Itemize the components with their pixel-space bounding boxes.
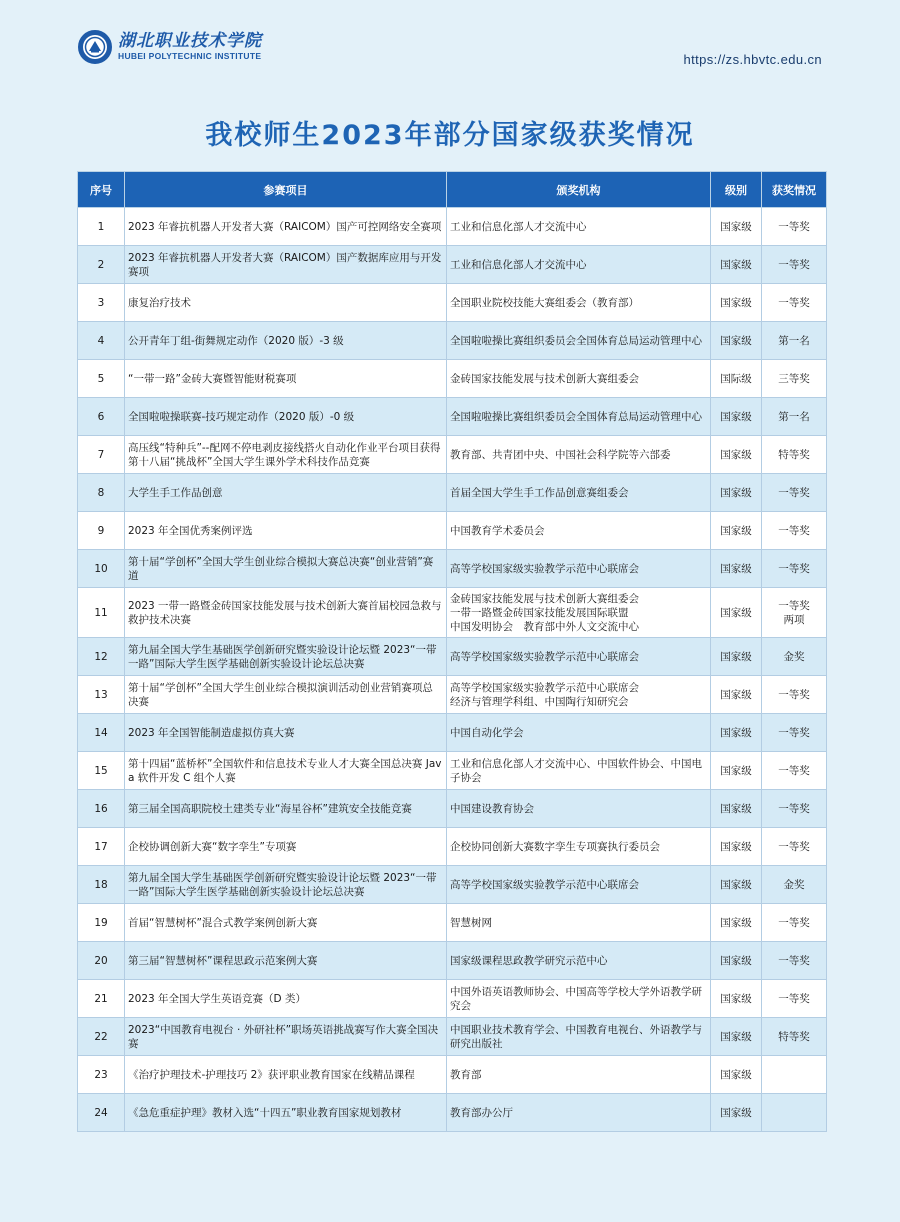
column-header-seq: 序号 [78, 172, 125, 208]
cell-result: 第一名 [762, 398, 827, 436]
cell-level: 国家级 [711, 638, 762, 676]
cell-project: 第十届“学创杯”全国大学生创业综合模拟大赛总决赛“创业营销”赛道 [125, 550, 447, 588]
cell-seq: 15 [78, 752, 125, 790]
cell-result: 一等奖 [762, 208, 827, 246]
cell-project: 2023 一带一路暨金砖国家技能发展与技术创新大赛首届校园急救与救护技术决赛 [125, 588, 447, 638]
cell-project: 第十届“学创杯”全国大学生创业综合模拟演训活动创业营销赛项总决赛 [125, 676, 447, 714]
table-row [78, 866, 827, 904]
cell-org: 中国外语英语教师协会、中国高等学校大学外语教学研究会 [447, 980, 711, 1018]
cell-project: 第十四届“蓝桥杯”全国软件和信息技术专业人才大赛全国总决赛 Java 软件开发 C 组个人赛 [125, 752, 447, 790]
cell-seq: 17 [78, 828, 125, 866]
cell-org: 国家级课程思政教学研究示范中心 [447, 942, 711, 980]
cell-org: 中国自动化学会 [447, 714, 711, 752]
cell-org: 教育部办公厅 [447, 1094, 711, 1132]
cell-level: 国家级 [711, 246, 762, 284]
table-row [78, 474, 827, 512]
cell-result: 金奖 [762, 638, 827, 676]
cell-seq: 23 [78, 1056, 125, 1094]
cell-project: 2023“中国教育电视台 · 外研社杯”职场英语挑战赛写作大赛全国决赛 [125, 1018, 447, 1056]
cell-project: 企校协调创新大赛“数字孪生”专项赛 [125, 828, 447, 866]
cell-project: 《急危重症护理》教材入选“十四五”职业教育国家规划教材 [125, 1094, 447, 1132]
table-row [78, 1018, 827, 1056]
cell-org: 全国啦啦操比赛组织委员会全国体育总局运动管理中心 [447, 322, 711, 360]
cell-seq: 12 [78, 638, 125, 676]
table-row [78, 676, 827, 714]
cell-org: 中国教育学术委员会 [447, 512, 711, 550]
cell-seq: 14 [78, 714, 125, 752]
cell-result [762, 1094, 827, 1132]
table-row [78, 1094, 827, 1132]
cell-level: 国家级 [711, 980, 762, 1018]
table-row [78, 512, 827, 550]
cell-level: 国家级 [711, 1018, 762, 1056]
cell-level: 国家级 [711, 512, 762, 550]
cell-seq: 16 [78, 790, 125, 828]
cell-level: 国家级 [711, 284, 762, 322]
table-row [78, 1056, 827, 1094]
cell-org: 金砖国家技能发展与技术创新大赛组委会 [447, 360, 711, 398]
cell-result: 金奖 [762, 866, 827, 904]
cell-project: 第三届“智慧树杯”课程思政示范案例大赛 [125, 942, 447, 980]
cell-result: 一等奖 [762, 550, 827, 588]
cell-result: 一等奖 [762, 512, 827, 550]
cell-level: 国家级 [711, 866, 762, 904]
website-link[interactable]: https://zs.hbvtc.edu.cn [683, 52, 822, 67]
cell-org: 教育部 [447, 1056, 711, 1094]
cell-result: 第一名 [762, 322, 827, 360]
cell-level: 国家级 [711, 208, 762, 246]
table-row [78, 322, 827, 360]
table-row [78, 398, 827, 436]
cell-seq: 24 [78, 1094, 125, 1132]
cell-seq: 21 [78, 980, 125, 1018]
cell-seq: 11 [78, 588, 125, 638]
cell-project: 2023 年睿抗机器人开发者大赛（RAICOM）国产可控网络安全赛项 [125, 208, 447, 246]
cell-level: 国家级 [711, 752, 762, 790]
school-emblem-icon [78, 30, 112, 64]
cell-result: 特等奖 [762, 436, 827, 474]
cell-seq: 20 [78, 942, 125, 980]
cell-level: 国家级 [711, 436, 762, 474]
cell-seq: 9 [78, 512, 125, 550]
cell-level: 国家级 [711, 790, 762, 828]
table-row [78, 360, 827, 398]
cell-result: 一等奖 [762, 904, 827, 942]
cell-seq: 3 [78, 284, 125, 322]
cell-seq: 2 [78, 246, 125, 284]
cell-org: 金砖国家技能发展与技术创新大赛组委会 一带一路暨金砖国家技能发展国际联盟 中国发明协会 教育部中外人文交流中心 [447, 588, 711, 638]
cell-result: 一等奖 [762, 980, 827, 1018]
cell-level: 国家级 [711, 714, 762, 752]
cell-result: 三等奖 [762, 360, 827, 398]
table-row [78, 942, 827, 980]
table-row [78, 550, 827, 588]
page-header [0, 0, 900, 90]
cell-seq: 8 [78, 474, 125, 512]
cell-result: 一等奖 [762, 246, 827, 284]
cell-project: 高压线“特种兵”--配网不停电剥皮接线搭火自动化作业平台项目获得第十八届“挑战杯”全国大学生课外学术科技作品竞赛 [125, 436, 447, 474]
cell-level: 国家级 [711, 588, 762, 638]
cell-project: 2023 年全国优秀案例评选 [125, 512, 447, 550]
cell-result: 特等奖 [762, 1018, 827, 1056]
cell-seq: 10 [78, 550, 125, 588]
cell-org: 中国职业技术教育学会、中国教育电视台、外语教学与研究出版社 [447, 1018, 711, 1056]
cell-seq: 18 [78, 866, 125, 904]
cell-seq: 1 [78, 208, 125, 246]
cell-level: 国家级 [711, 942, 762, 980]
cell-result: 一等奖 [762, 942, 827, 980]
cell-org: 首届全国大学生手工作品创意赛组委会 [447, 474, 711, 512]
cell-result: 一等奖 [762, 714, 827, 752]
awards-table-body [78, 208, 827, 1132]
cell-result: 一等奖 [762, 828, 827, 866]
cell-result: 一等奖 两项 [762, 588, 827, 638]
cell-result: 一等奖 [762, 790, 827, 828]
cell-project: 《治疗护理技术-护理技巧 2》获评职业教育国家在线精品课程 [125, 1056, 447, 1094]
table-row [78, 828, 827, 866]
cell-result: 一等奖 [762, 474, 827, 512]
cell-project: 康复治疗技术 [125, 284, 447, 322]
cell-seq: 4 [78, 322, 125, 360]
cell-org: 高等学校国家级实验教学示范中心联席会 [447, 550, 711, 588]
cell-seq: 6 [78, 398, 125, 436]
cell-project: 第三届全国高职院校土建类专业“海星谷杯”建筑安全技能竞赛 [125, 790, 447, 828]
page-title: 我校师生2023年部分国家级获奖情况 [205, 120, 695, 151]
cell-seq: 19 [78, 904, 125, 942]
cell-project: 第九届全国大学生基础医学创新研究暨实验设计论坛暨 2023“一带一路”国际大学生医学基础创新实验设计论坛总决赛 [125, 866, 447, 904]
cell-project: 2023 年全国大学生英语竞赛（D 类） [125, 980, 447, 1018]
cell-project: “一带一路”金砖大赛暨智能财税赛项 [125, 360, 447, 398]
cell-org: 教育部、共青团中央、中国社会科学院等六部委 [447, 436, 711, 474]
cell-project: 2023 年全国智能制造虚拟仿真大赛 [125, 714, 447, 752]
school-logo[interactable] [78, 30, 262, 64]
cell-result [762, 1056, 827, 1094]
cell-result: 一等奖 [762, 284, 827, 322]
cell-level: 国家级 [711, 904, 762, 942]
table-row [78, 714, 827, 752]
cell-org: 企校协同创新大赛数字孪生专项赛执行委员会 [447, 828, 711, 866]
cell-org: 高等学校国家级实验教学示范中心联席会 经济与管理学科组、中国陶行知研究会 [447, 676, 711, 714]
cell-level: 国家级 [711, 1094, 762, 1132]
cell-result: 一等奖 [762, 676, 827, 714]
cell-level: 国家级 [711, 474, 762, 512]
column-header-level: 级别 [711, 172, 762, 208]
cell-project: 大学生手工作品创意 [125, 474, 447, 512]
cell-project: 2023 年睿抗机器人开发者大赛（RAICOM）国产数据库应用与开发赛项 [125, 246, 447, 284]
cell-seq: 13 [78, 676, 125, 714]
cell-result: 一等奖 [762, 752, 827, 790]
cell-seq: 22 [78, 1018, 125, 1056]
table-row [78, 588, 827, 638]
cell-level: 国家级 [711, 550, 762, 588]
table-row [78, 284, 827, 322]
cell-org: 工业和信息化部人才交流中心 [447, 246, 711, 284]
cell-level: 国际级 [711, 360, 762, 398]
cell-seq: 5 [78, 360, 125, 398]
cell-org: 中国建设教育协会 [447, 790, 711, 828]
cell-level: 国家级 [711, 322, 762, 360]
table-header-row [78, 172, 827, 208]
cell-project: 第九届全国大学生基础医学创新研究暨实验设计论坛暨 2023“一带一路”国际大学生医学基础创新实验设计论坛总决赛 [125, 638, 447, 676]
cell-project: 首届“智慧树杯”混合式教学案例创新大赛 [125, 904, 447, 942]
cell-org: 全国职业院校技能大赛组委会（教育部） [447, 284, 711, 322]
cell-org: 工业和信息化部人才交流中心 [447, 208, 711, 246]
cell-org: 工业和信息化部人才交流中心、中国软件协会、中国电子协会 [447, 752, 711, 790]
table-row [78, 208, 827, 246]
cell-org: 高等学校国家级实验教学示范中心联席会 [447, 866, 711, 904]
column-header-org: 颁奖机构 [447, 172, 711, 208]
cell-project: 全国啦啦操联赛-技巧规定动作（2020 版）-0 级 [125, 398, 447, 436]
cell-level: 国家级 [711, 676, 762, 714]
column-header-project: 参赛项目 [125, 172, 447, 208]
table-row [78, 638, 827, 676]
cell-org: 智慧树网 [447, 904, 711, 942]
cell-org: 全国啦啦操比赛组织委员会全国体育总局运动管理中心 [447, 398, 711, 436]
cell-level: 国家级 [711, 398, 762, 436]
cell-level: 国家级 [711, 828, 762, 866]
column-header-result: 获奖情况 [762, 172, 827, 208]
cell-level: 国家级 [711, 1056, 762, 1094]
table-row [78, 752, 827, 790]
cell-seq: 7 [78, 436, 125, 474]
school-name-en: HUBEI POLYTECHNIC INSTITUTE [118, 51, 262, 61]
cell-org: 高等学校国家级实验教学示范中心联席会 [447, 638, 711, 676]
table-row [78, 246, 827, 284]
awards-table [77, 171, 827, 1132]
table-row [78, 980, 827, 1018]
table-row [78, 790, 827, 828]
table-row [78, 904, 827, 942]
cell-project: 公开青年丁组-街舞规定动作（2020 版）-3 级 [125, 322, 447, 360]
table-row [78, 436, 827, 474]
school-name-cn: 湖北职业技术学院 [118, 31, 262, 51]
